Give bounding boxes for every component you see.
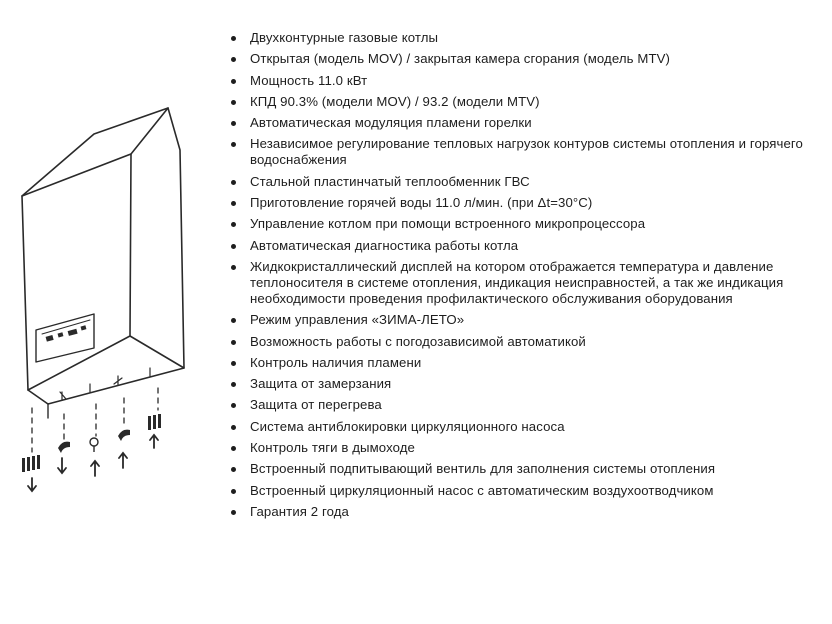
- boiler-front-face: [22, 154, 131, 390]
- boiler-bottom-edge: [28, 368, 184, 404]
- radiator-icon-right: [148, 414, 161, 430]
- boiler-side-face: [130, 108, 184, 368]
- bullet-icon: [231, 467, 236, 472]
- pipe-connections: [60, 368, 150, 400]
- list-item: [228, 483, 818, 499]
- list-item: [228, 440, 818, 456]
- bullet-icon: [231, 142, 236, 147]
- bullet-icon: [231, 446, 236, 451]
- connection-dashes: [32, 388, 158, 452]
- boiler-top-face: [22, 108, 168, 196]
- bullet-icon: [231, 121, 236, 126]
- bullet-icon: [231, 403, 236, 408]
- list-item: [228, 136, 818, 168]
- bullet-icon: [231, 79, 236, 84]
- boiler-illustration: [0, 0, 210, 520]
- bullet-icon: [231, 510, 236, 515]
- bullet-icon: [231, 425, 236, 430]
- list-item-text: Стальной пластинчатый теплообменник ГВС: [250, 173, 530, 189]
- list-item: [228, 376, 818, 392]
- list-item: [228, 73, 818, 89]
- display-window: [42, 320, 90, 342]
- bullet-icon: [231, 265, 236, 270]
- bullet-icon: [231, 36, 236, 41]
- list-item-text: Независимое регулирование тепловых нагрузок контуров системы отопления и горячего водоснабжения: [250, 136, 803, 168]
- list-item: [228, 94, 818, 110]
- bullet-icon: [231, 100, 236, 105]
- list-item-text: Открытая (модель MOV) / закрытая камера сгорания (модель MTV): [250, 51, 670, 67]
- list-item-text: Жидкокристаллический дисплей на котором отображается температура и давление теплоносителя в системе отопления, индикация неисправностей, а так же индикация необходимости проведения профилактического обслуживания оборудования: [250, 258, 784, 306]
- list-item-text: Система антиблокировки циркуляционного насоса: [250, 418, 565, 434]
- list-item-text: Гарантия 2 года: [250, 503, 349, 519]
- list-item: [228, 504, 818, 520]
- list-item-text: Возможность работы с погодозависимой автоматикой: [250, 333, 586, 349]
- list-item: [228, 238, 818, 254]
- list-item: [228, 312, 818, 328]
- bullet-icon: [231, 318, 236, 323]
- list-item-text: КПД 90.3% (модели MOV) / 93.2 (модели MTV): [250, 93, 540, 109]
- features-list: [228, 30, 818, 525]
- list-item-text: Защита от перегрева: [250, 397, 382, 413]
- list-item: [228, 355, 818, 371]
- list-item: [228, 195, 818, 211]
- list-item: [228, 461, 818, 477]
- bullet-icon: [231, 382, 236, 387]
- tap-icon-left: [58, 442, 70, 453]
- list-item-text: Управление котлом при помощи встроенного микропроцессора: [250, 216, 646, 232]
- list-item-text: Приготовление горячей воды 11.0 л/мин. (при Δt=30°C): [250, 195, 593, 211]
- list-item-text: Автоматическая диагностика работы котла: [250, 237, 519, 253]
- list-item: [228, 259, 818, 307]
- list-item-text: Мощность 11.0 кВт: [250, 72, 368, 88]
- list-item-text: Автоматическая модуляция пламени горелки: [250, 115, 532, 131]
- bullet-icon: [231, 361, 236, 366]
- list-item: [228, 30, 818, 46]
- bullet-icon: [231, 201, 236, 206]
- flow-arrows: [28, 435, 158, 491]
- bullet-icon: [231, 180, 236, 185]
- list-item-text: Защита от замерзания: [250, 376, 392, 392]
- list-item-text: Встроенный циркуляционный насос с автоматическим воздухоотводчиком: [250, 482, 714, 498]
- list-item: [228, 51, 818, 67]
- list-item: [228, 174, 818, 190]
- list-item: [228, 334, 818, 350]
- tap-icon-right: [118, 430, 130, 441]
- list-item: [228, 216, 818, 232]
- list-item-text: Двухконтурные газовые котлы: [250, 30, 439, 45]
- list-item: [228, 115, 818, 131]
- list-item: [228, 397, 818, 413]
- bullet-icon: [231, 489, 236, 494]
- list-item-text: Контроль тяги в дымоходе: [250, 440, 415, 456]
- bullet-icon: [231, 340, 236, 345]
- bullet-icon: [231, 57, 236, 62]
- bullet-icon: [231, 222, 236, 227]
- list-item-text: Контроль наличия пламени: [250, 354, 422, 370]
- bullet-icon: [231, 244, 236, 249]
- list-item-text: Режим управления «ЗИМА-ЛЕТО»: [250, 312, 465, 328]
- gas-valve-icon: [90, 438, 98, 452]
- list-item-text: Встроенный подпитывающий вентиль для заполнения системы отопления: [250, 461, 716, 477]
- radiator-icon-left: [22, 455, 40, 472]
- list-item: [228, 419, 818, 435]
